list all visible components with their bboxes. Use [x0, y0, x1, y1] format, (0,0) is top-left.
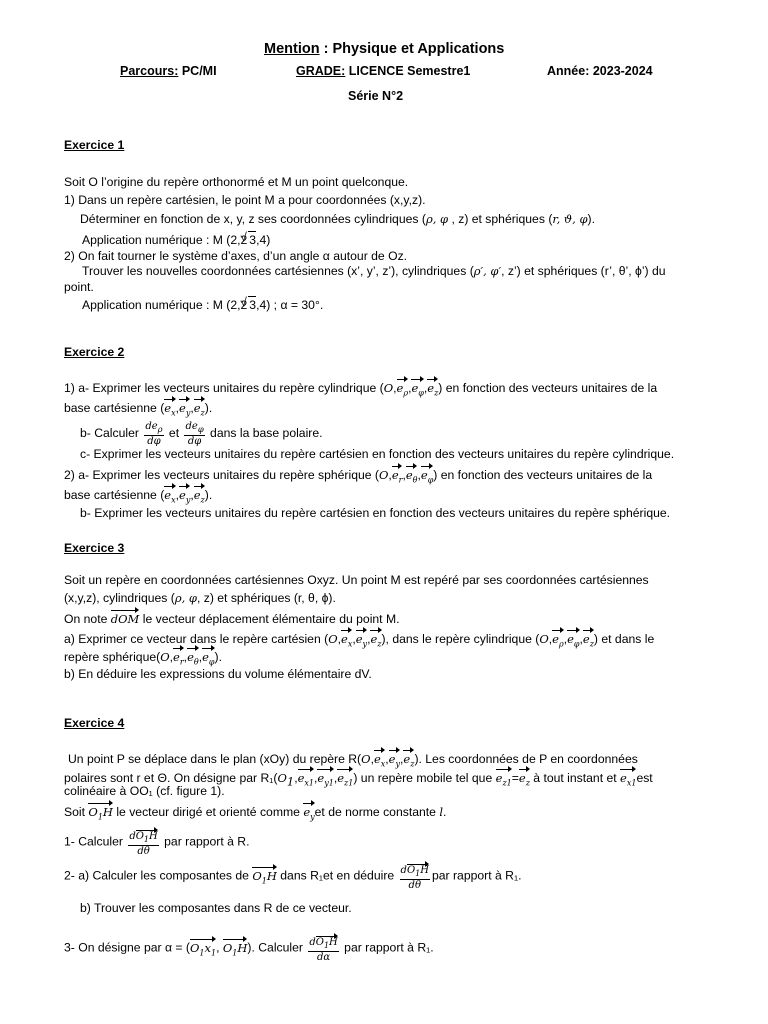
t: H: [420, 865, 429, 876]
t: O: [315, 937, 324, 948]
math: O: [160, 650, 170, 664]
v: e: [355, 632, 363, 646]
v: e: [317, 771, 325, 785]
ex4-line8: [64, 934, 434, 963]
text: ). Calculer: [247, 940, 307, 955]
t: 1: [415, 869, 421, 878]
text: dans la base polaire.: [206, 426, 323, 441]
ex2-line3: [80, 421, 323, 447]
s: 1: [261, 876, 267, 886]
vec-e-theta: [406, 464, 418, 488]
s: r: [179, 657, 184, 667]
t: d: [185, 421, 192, 432]
v: e: [373, 752, 381, 766]
ex2-line6: base cartésienne $(e_x,e_y,e_z)$.: [64, 484, 212, 508]
t: dφ: [187, 436, 202, 447]
v: e: [495, 771, 503, 785]
text: ) en fonction des vecteurs unitaires de la: [433, 468, 653, 482]
vec-e-y: [179, 397, 190, 421]
ex3-line6: b) En déduire les expressions du volume élémentaire dV.: [64, 667, 372, 681]
s: z: [434, 388, 439, 398]
text: est: [636, 771, 653, 785]
frac-de-rho: [144, 421, 163, 447]
vec-e-phi: [421, 464, 433, 488]
math: 1: [286, 774, 295, 789]
s: x1: [626, 778, 637, 788]
s: z1: [502, 778, 512, 788]
v: e: [427, 381, 435, 395]
text: 2- a) Calculer les composantes de: [64, 868, 253, 883]
text: ).: [204, 401, 213, 415]
s: x: [347, 639, 353, 649]
ex1-line4: [82, 231, 270, 248]
s: y: [310, 812, 315, 822]
vec-e-z: [370, 628, 381, 652]
vec-e-z1: [496, 767, 512, 791]
s: 1: [97, 812, 103, 822]
math: O: [378, 468, 389, 482]
v: e: [179, 488, 186, 502]
text: (x,y,z), cylindriques (: [64, 591, 175, 605]
text: par rapport à R.: [160, 834, 250, 849]
text: , z) et sphériques (: [448, 212, 553, 226]
v: O: [222, 940, 233, 955]
v: e: [620, 771, 627, 785]
math: r, ϑ, φ: [552, 212, 588, 226]
s: φ: [573, 639, 580, 649]
parcours-label: Parcours:: [120, 64, 179, 78]
text: 1) a- Exprimer les vecteurs unitaires du repère cylindrique (: [64, 381, 384, 395]
text: ), dans le repère cylindrique (: [381, 632, 540, 646]
vec-e-z: [519, 767, 530, 791]
text: par rapport à R₁.: [431, 868, 522, 883]
ex1-line8: [82, 296, 323, 313]
annee: Année: 2023-2024: [547, 64, 653, 78]
text: a) Exprimer ce vecteur dans le repère cartésien (: [64, 632, 329, 646]
math: ρ, φ: [425, 212, 449, 226]
v: e: [405, 468, 413, 482]
exercice-3-title: Exercice 3: [64, 541, 125, 555]
text: Un point P se déplace dans le plan (xOy) du repère R(: [68, 752, 362, 766]
text: le vecteur déplacement élémentaire du point M.: [139, 612, 400, 626]
text: polaires sont r et Θ. On désigne par R₁(: [64, 771, 278, 785]
text: Déterminer en fonction de x, y, z ses coordonnées cylindriques (: [80, 212, 426, 226]
s: θ: [412, 475, 418, 485]
s: y: [185, 495, 191, 505]
v: e: [411, 381, 419, 395]
vec-e-phi: [567, 628, 579, 652]
text: et: [165, 426, 183, 441]
t: dθ: [408, 880, 421, 891]
t: 1: [143, 835, 150, 844]
s: 1: [232, 948, 238, 958]
math: ρ′, φ′: [473, 264, 502, 278]
t: ρ: [157, 424, 163, 434]
s: θ: [193, 657, 199, 667]
t: O: [406, 865, 416, 876]
math: O: [361, 752, 371, 766]
text: On note: [64, 612, 111, 626]
s: r: [398, 475, 403, 485]
text: repère sphérique(: [64, 650, 161, 664]
math: O: [383, 381, 394, 395]
parcours: [120, 63, 217, 79]
vec-e-phi: [411, 377, 423, 401]
vec-e-y: [303, 801, 314, 825]
vec-e-r: [392, 464, 403, 488]
ex4-line1: Un point P se déplace dans le plan (xOy) du repère $R(O,e_x,e_y,e_z)$. Les coordonnées de P en coordonnées: [68, 748, 638, 772]
s: x: [171, 408, 176, 418]
v: e: [403, 752, 411, 766]
s: 1: [210, 948, 217, 958]
vec-e-rho: [397, 377, 409, 401]
ex3-line3: [64, 608, 400, 627]
v: e: [187, 650, 194, 664]
vec-e-z1: [337, 767, 353, 791]
text: ).: [587, 212, 595, 226]
sqrt: √ 3: [248, 231, 256, 248]
s: 1: [199, 948, 205, 958]
text: ,4) ; α = 30°.: [256, 298, 324, 312]
s: z: [410, 759, 415, 769]
text: base cartésienne (: [64, 488, 165, 502]
s: z: [377, 639, 382, 649]
ex2-line1: 1) a- Exprimer les vecteurs unitaires du repère cylindrique $(O,e_\rho,e_\varphi,e_z)$ en fonction des vecteurs unitaires de la: [64, 377, 657, 401]
v: x: [204, 940, 211, 955]
v: e: [173, 650, 180, 664]
v: e: [396, 381, 404, 395]
ex4-line5: [64, 828, 250, 857]
v: O: [189, 940, 200, 955]
v: e: [179, 401, 186, 415]
grade-value: LICENCE Semestre1: [345, 64, 471, 78]
frac-do1h-dtheta: [400, 862, 430, 891]
text: Soit: [64, 805, 89, 819]
v: e: [297, 771, 305, 785]
text: base cartésienne (: [64, 401, 165, 415]
s: z: [200, 495, 205, 505]
s: φ: [427, 475, 434, 485]
frac-do1h-dtheta: [128, 828, 158, 857]
ex1-line7: point.: [64, 280, 94, 294]
text: le vecteur dirigé et orienté comme: [112, 805, 304, 819]
t: O: [135, 831, 144, 842]
text: à tout instant et: [529, 771, 621, 785]
math: O: [539, 632, 549, 646]
math: ρ, φ: [174, 591, 197, 605]
v: e: [164, 401, 172, 415]
s: φ: [208, 657, 215, 667]
t: dθ: [137, 846, 150, 857]
text: 3- On désigne par α = (: [64, 940, 190, 955]
t: e: [151, 421, 158, 432]
ex2-line2: base cartésienne $(e_x,e_y,e_z)$.: [64, 397, 212, 421]
ex3-line5: repère $sphérique(O,e_r,e_\theta,e_\varphi)$.: [64, 646, 222, 670]
ex4-line4: [64, 801, 446, 825]
ex4-line3: colinéaire à OO₁ (cf. figure 1).: [64, 784, 225, 798]
mention-line: [264, 41, 504, 57]
v: H: [102, 805, 113, 819]
s: ρ: [558, 639, 564, 649]
vec-e-x: [341, 628, 352, 652]
t: d: [400, 865, 407, 876]
text: Application numérique : M (2,2: [82, 233, 248, 247]
v: H: [266, 868, 277, 883]
ex1-line3: [80, 211, 595, 227]
ex1-line5: 2) On fait tourner le système d’axes, d’un angle α autour de Oz.: [64, 249, 408, 263]
text: ) un repère mobile tel que: [353, 771, 496, 785]
t: dφ: [147, 436, 161, 447]
text: Trouver les nouvelles coordonnées cartésiennes (x’, y’, z’), cylindriques (: [82, 264, 474, 278]
t: dα: [316, 952, 331, 963]
text: , z’) et sphériques (r’, θ’, ϕ’) du: [501, 264, 666, 278]
s: y: [362, 639, 368, 649]
s: x: [380, 759, 386, 769]
text: dans R₁et en déduire: [276, 868, 398, 883]
vec-o1h: [88, 801, 113, 825]
vec-e-x1: [298, 767, 314, 791]
ex2-line4: c- Exprimer les vecteurs unitaires du repère cartésien en fonction des vecteurs unitaires du repère cylindrique.: [80, 447, 675, 461]
s: z1: [344, 778, 354, 788]
s: z: [200, 408, 205, 418]
v: e: [388, 752, 396, 766]
text: Application numérique : M (2,2: [82, 298, 248, 312]
ex2-line7: b- Exprimer les vecteurs unitaires du repère cartésien en fonction des vecteurs unitaires du repère sphérique.: [80, 506, 671, 520]
ex2-line5: 2) a- Exprimer les vecteurs unitaires du repère sphérique $(O,e_r,e_\theta,e_\varphi)$ en fonction des vecteurs unitaires de la: [64, 464, 652, 488]
sqrt: √ 3: [248, 296, 256, 313]
vec-e-x: [164, 397, 175, 421]
v: e: [193, 401, 201, 415]
v: e: [341, 632, 348, 646]
text: .: [443, 805, 447, 819]
parcours-value: PC/MI: [178, 64, 217, 78]
mention-value: : Physique et Applications: [319, 41, 505, 57]
ex4-line7: b) Trouver les composantes dans R de ce vecteur.: [80, 901, 352, 915]
text: par rapport à R₁.: [340, 940, 434, 955]
v: e: [391, 468, 399, 482]
v: e: [518, 771, 526, 785]
grade: [296, 63, 470, 79]
v: e: [552, 632, 559, 646]
vec-o1h: [223, 937, 248, 961]
v: e: [370, 632, 378, 646]
s: φ: [418, 388, 424, 398]
v: e: [582, 632, 590, 646]
s: y1: [324, 778, 334, 788]
vec-e-y1: [317, 767, 333, 791]
t: d: [309, 937, 316, 948]
t: H: [149, 831, 158, 842]
s: x1: [304, 778, 315, 788]
text: , z) et sphériques (r, θ, ϕ).: [196, 591, 336, 605]
v: e: [420, 468, 428, 482]
v: O: [252, 868, 262, 883]
vec-e-z: [583, 628, 594, 652]
text: ,4): [256, 233, 271, 247]
exercice-2-title: Exercice 2: [64, 345, 125, 359]
text: ,: [216, 940, 223, 955]
ex1-line2: 1) Dans un repère cartésien, le point M a pour coordonnées (x,y,z).: [64, 193, 426, 207]
frac-do1h-dalpha: [308, 934, 338, 963]
t: 1: [323, 941, 330, 950]
text: 1- Calculer: [64, 834, 127, 849]
vec-e-z: [194, 397, 205, 421]
t: d: [129, 831, 136, 842]
ex4-line6: [64, 862, 521, 891]
v: e: [567, 632, 574, 646]
t: H: [329, 937, 338, 948]
text: =: [511, 771, 519, 785]
v: e: [303, 805, 311, 819]
text: ) et dans le: [593, 632, 655, 646]
math: O: [277, 771, 287, 785]
vec-dom: dOM: [111, 608, 140, 627]
text: 2) a- Exprimer les vecteurs unitaires du repère sphérique (: [64, 468, 379, 482]
math: O: [328, 632, 338, 646]
v: e: [337, 771, 345, 785]
v: H: [237, 940, 248, 955]
t: d: [145, 421, 152, 432]
ex3-line4: a) Exprimer ce vecteur dans le repère cartésien $(O,e_x,e_y,e_z)$, dans le repère cylindrique $(O,e_\rho,e_\varphi,e_z)$ et dans le: [64, 628, 654, 652]
exercice-4-title: Exercice 4: [64, 716, 125, 730]
text: ): [438, 381, 443, 395]
ex3-line1: Soit un repère en coordonnées cartésiennes Oxyz. Un point M est repéré par ses coordonnées cartésiennes: [64, 573, 649, 587]
s: z: [525, 778, 530, 788]
v: e: [164, 488, 172, 502]
text: ).: [214, 650, 222, 664]
text: en fonction des vecteurs unitaires de la: [442, 381, 658, 395]
s: x: [171, 495, 176, 505]
s: y: [395, 759, 401, 769]
vec-o1x1: [190, 937, 216, 961]
grade-label: GRADE:: [296, 64, 346, 78]
serie: Série N°2: [348, 89, 404, 103]
ex4-line2: polaires sont r et Θ. On désigne par $R_1(O_1,e_{x1},e_{y1},e_{z1})$ un repère mobile tel que $e_{z1}=e_z$ à tout instant et $e_{x1}est$: [64, 767, 653, 791]
mention-label: Mention: [264, 41, 320, 57]
t: φ: [197, 424, 204, 434]
s: y: [185, 408, 191, 418]
exercice-1-title: Exercice 1: [64, 138, 125, 152]
ex1-line1: Soit O l’origine du repère orthonormé et M un point quelconque.: [64, 175, 409, 189]
v: O: [88, 805, 98, 819]
t: e: [191, 421, 198, 432]
vec-o1h: [252, 865, 277, 889]
vec-e-y: [356, 628, 367, 652]
ex3-line2: [64, 590, 336, 606]
ex1-line6: [82, 263, 666, 279]
s: ρ: [403, 388, 409, 398]
frac-de-phi: [184, 421, 204, 447]
vec-e-z: [427, 377, 438, 401]
text: b- Calculer: [80, 426, 143, 441]
vec-e-rho: [552, 628, 564, 652]
math: l: [439, 805, 444, 819]
text: ). Les coordonnées de P en coordonnées: [414, 752, 638, 766]
v: e: [193, 488, 201, 502]
text: et de norme constante: [314, 805, 440, 819]
s: z: [589, 639, 594, 649]
vec-e-x1: [620, 767, 636, 791]
v: e: [202, 650, 209, 664]
text: ).: [204, 488, 213, 502]
